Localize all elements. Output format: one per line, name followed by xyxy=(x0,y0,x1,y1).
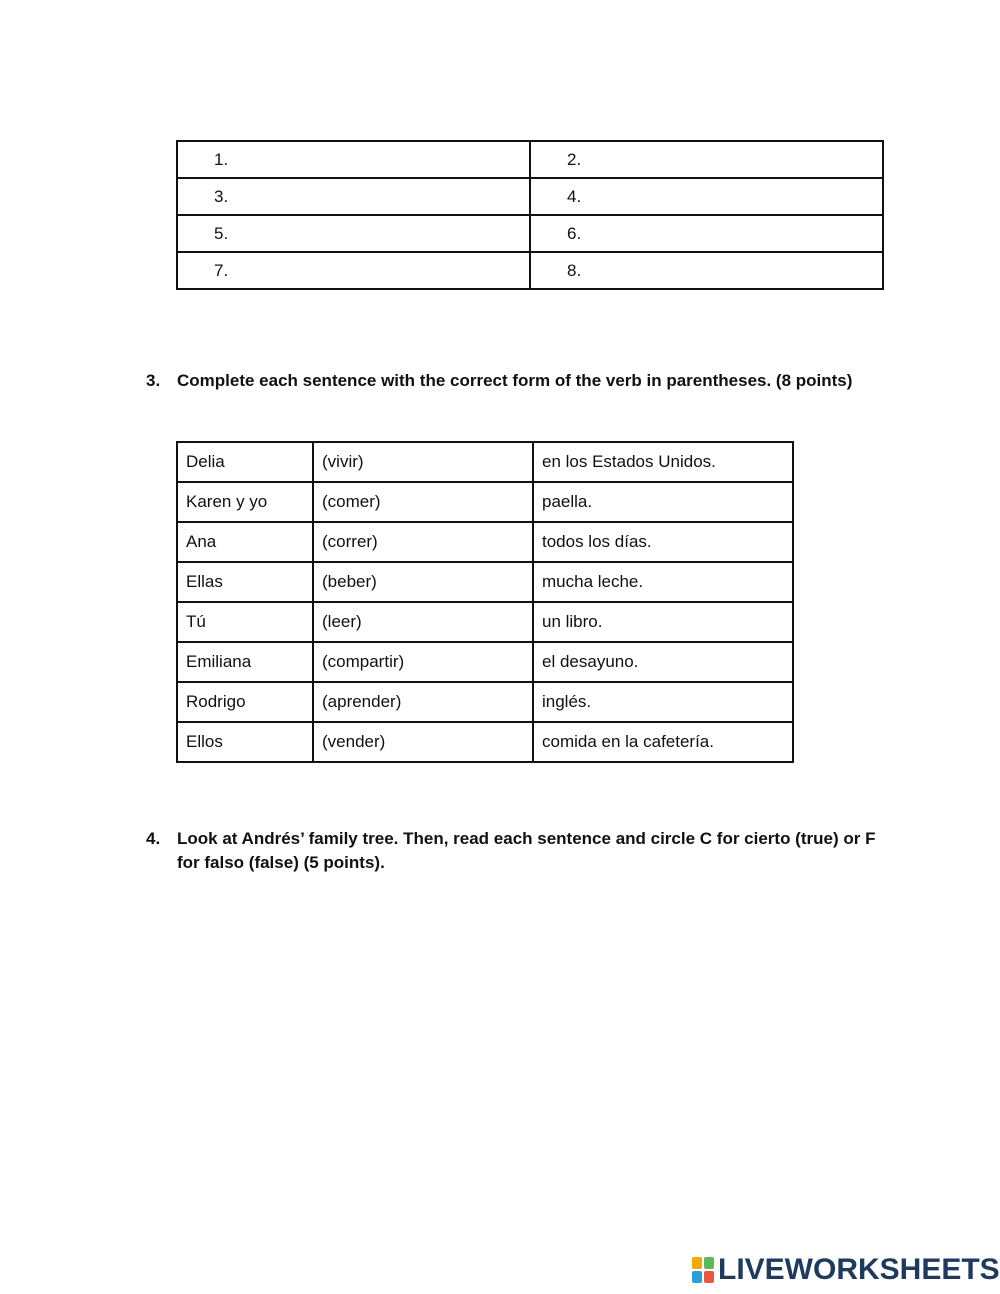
rest-cell: el desayuno. xyxy=(533,642,793,682)
subject-cell: Karen y yo xyxy=(177,482,313,522)
verb-cell[interactable]: (beber) xyxy=(313,562,533,602)
subject-cell: Tú xyxy=(177,602,313,642)
logo-square xyxy=(692,1257,702,1269)
table-row xyxy=(177,642,793,682)
rest-cell: inglés. xyxy=(533,682,793,722)
subject-cell: Delia xyxy=(177,442,313,482)
question-3-heading xyxy=(146,369,886,393)
subject-cell: Emiliana xyxy=(177,642,313,682)
liveworksheets-logo xyxy=(692,1253,1000,1287)
verb-conjugation-table xyxy=(176,441,794,763)
answer-number-table xyxy=(176,140,884,290)
question-number: 4. xyxy=(146,829,161,848)
logo-square xyxy=(692,1271,702,1283)
table-row xyxy=(177,562,793,602)
question-text: Complete each sentence with the correct form of the verb in parentheses. (8 points) xyxy=(177,371,853,390)
subject-cell: Ellos xyxy=(177,722,313,762)
table-row xyxy=(177,442,793,482)
answer-cell[interactable]: 3. xyxy=(177,178,530,215)
verb-cell[interactable]: (leer) xyxy=(313,602,533,642)
logo-square xyxy=(704,1257,714,1269)
table-row xyxy=(177,682,793,722)
subject-cell: Ellas xyxy=(177,562,313,602)
rest-cell: mucha leche. xyxy=(533,562,793,602)
question-4-heading xyxy=(146,827,886,875)
answer-cell[interactable]: 4. xyxy=(530,178,883,215)
table-row xyxy=(177,482,793,522)
verb-cell[interactable]: (compartir) xyxy=(313,642,533,682)
table-row xyxy=(177,141,883,178)
table-row xyxy=(177,722,793,762)
answer-cell[interactable]: 1. xyxy=(177,141,530,178)
liveworksheets-icon xyxy=(692,1257,714,1283)
table-row xyxy=(177,602,793,642)
rest-cell: comida en la cafetería. xyxy=(533,722,793,762)
rest-cell: en los Estados Unidos. xyxy=(533,442,793,482)
verb-cell[interactable]: (correr) xyxy=(313,522,533,562)
answer-cell[interactable]: 7. xyxy=(177,252,530,289)
rest-cell: paella. xyxy=(533,482,793,522)
table-row xyxy=(177,178,883,215)
brand-text: LIVEWORKSHEETS xyxy=(718,1253,1000,1286)
answer-cell[interactable]: 2. xyxy=(530,141,883,178)
subject-cell: Ana xyxy=(177,522,313,562)
table-row xyxy=(177,522,793,562)
answer-cell[interactable]: 8. xyxy=(530,252,883,289)
answer-cell[interactable]: 6. xyxy=(530,215,883,252)
question-number: 3. xyxy=(146,371,161,390)
verb-cell[interactable]: (aprender) xyxy=(313,682,533,722)
rest-cell: todos los días. xyxy=(533,522,793,562)
answer-cell[interactable]: 5. xyxy=(177,215,530,252)
table-row xyxy=(177,215,883,252)
logo-square xyxy=(704,1271,714,1283)
subject-cell: Rodrigo xyxy=(177,682,313,722)
verb-cell[interactable]: (comer) xyxy=(313,482,533,522)
question-text: Look at Andrés’ family tree. Then, read each sentence and circle C for cierto (true) or F for falso (false) (5 points). xyxy=(177,829,876,872)
verb-cell[interactable]: (vender) xyxy=(313,722,533,762)
rest-cell: un libro. xyxy=(533,602,793,642)
verb-cell[interactable]: (vivir) xyxy=(313,442,533,482)
table-row xyxy=(177,252,883,289)
